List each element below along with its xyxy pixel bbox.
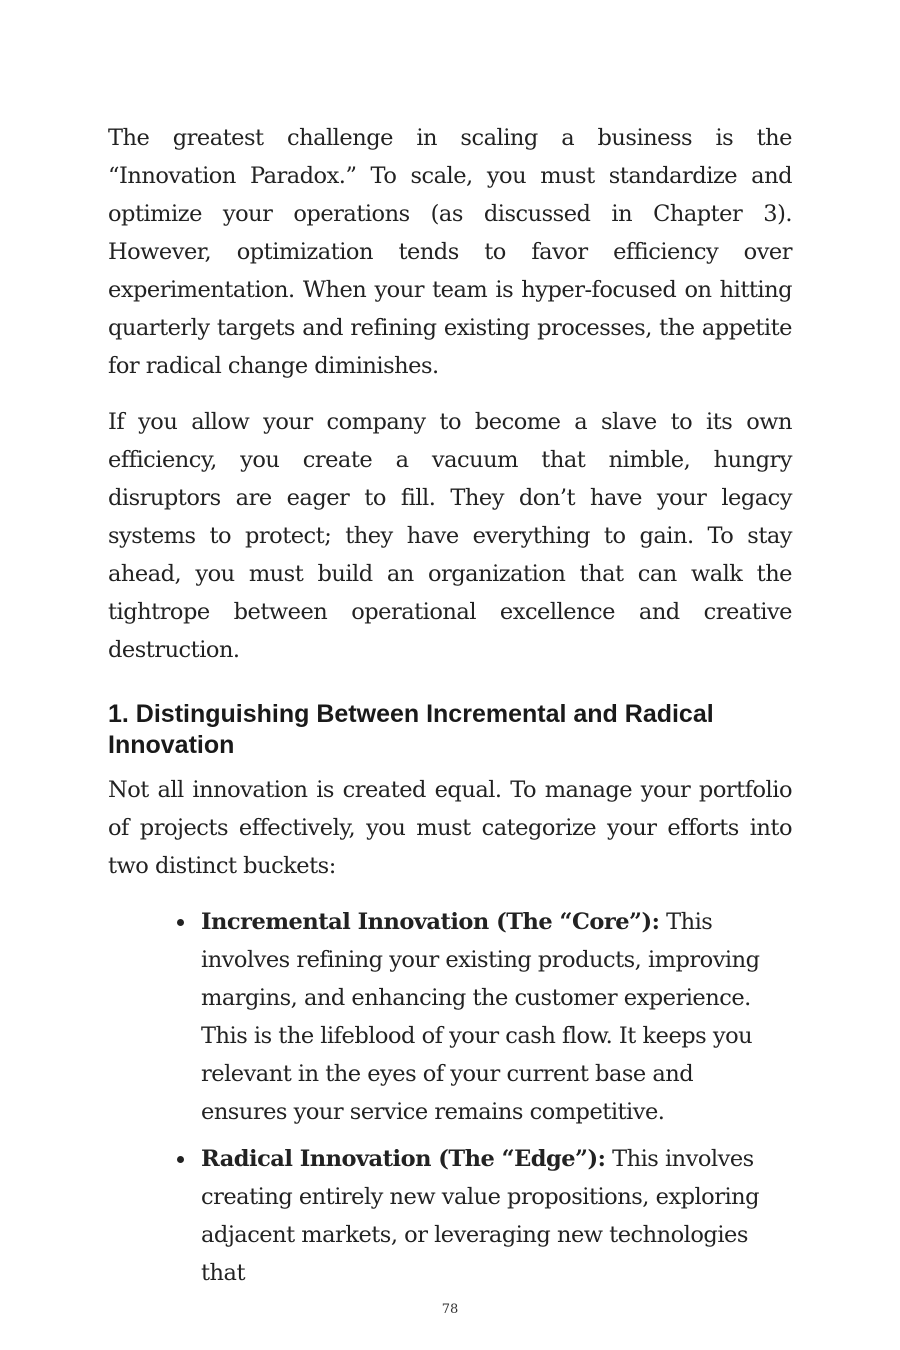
bullet-icon — [177, 919, 184, 926]
paragraph-innovation-paradox: The greatest challenge in scaling a business is the “Innovation Paradox.” To scale, you must standardize and optimize your operations (as discussed in Chapter 3). However, optimization tends to favor efficiency over experimentation. When your team is hyper-focused on hitting quarterly targets and refining existing processes, the appetite for radical change diminishes. — [108, 125, 792, 379]
paragraph-disruptors: If you allow your company to become a slave to its own efficiency, you create a vacuum that nimble, hungry disruptors are eager to fill. They don’t have your legacy systems to protect; they have everything to gain. To stay ahead, you must build an organization that can walk the tightrope between operational excellence and creative destruction. — [108, 409, 792, 663]
page-number: 78 — [441, 1302, 459, 1317]
list-item-term: Incremental Innovation (The “Core”): — [201, 909, 660, 935]
list-item-radical — [201, 1140, 781, 1292]
section-heading: 1. Distinguishing Between Incremental and Radical Innovation — [108, 700, 714, 759]
page-body — [108, 119, 792, 1301]
list-item-text: This involves creating entirely new value propositions, exploring adjacent markets, or leveraging new technologies that — [201, 1146, 760, 1286]
innovation-buckets-list — [108, 903, 792, 1292]
bullet-icon — [177, 1156, 184, 1163]
list-item-text: This involves refining your existing products, improving margins, and enhancing the customer experience. This is the lifeblood of your cash flow. It keeps you relevant in the eyes of your current base and ensures your service remains competitive. — [201, 909, 760, 1125]
list-item-incremental — [201, 903, 781, 1131]
list-item-term: Radical Innovation (The “Edge”): — [201, 1146, 606, 1172]
section-intro-paragraph: Not all innovation is created equal. To manage your portfolio of projects effectively, you must categorize your efforts into two distinct buckets: — [108, 777, 792, 879]
